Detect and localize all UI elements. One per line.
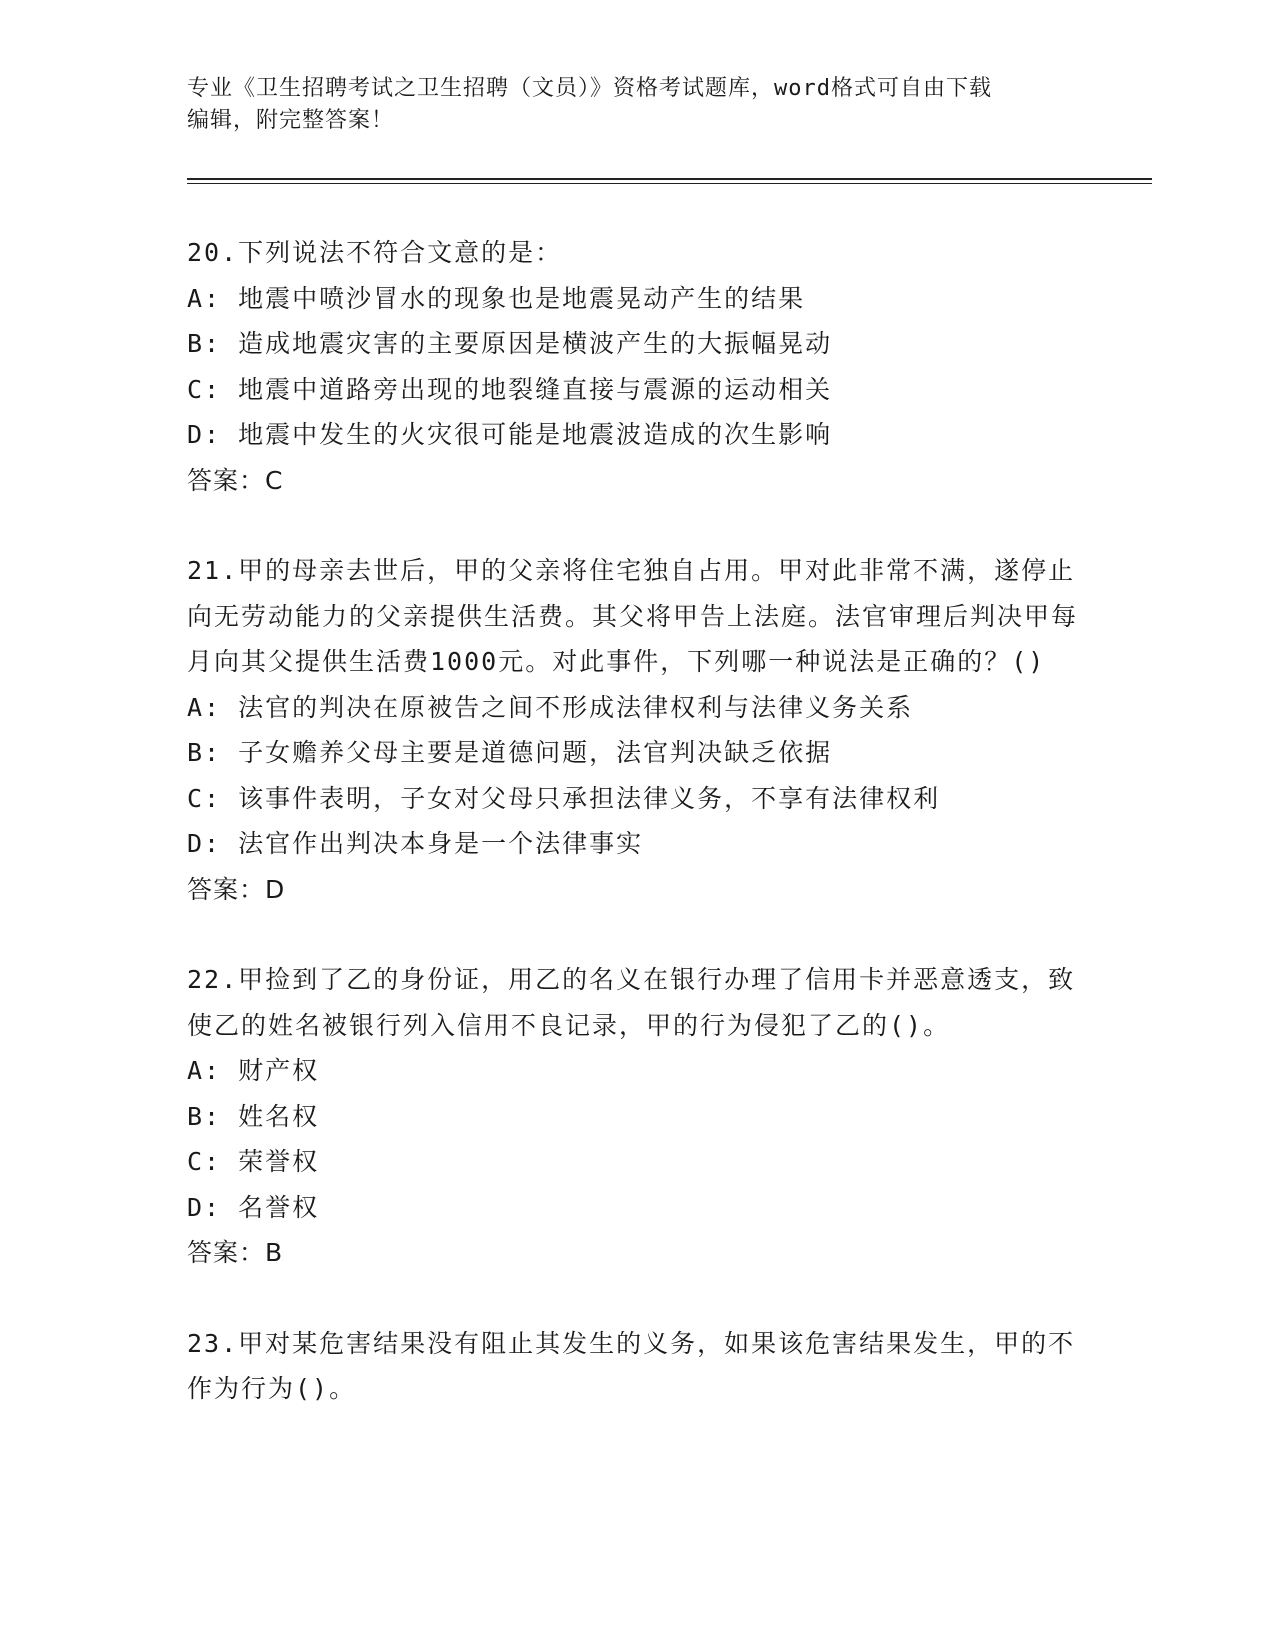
header-divider-thin <box>187 183 1152 184</box>
option-c: C: 荣誉权 <box>187 1147 320 1176</box>
option-b: B: 姓名权 <box>187 1101 320 1131</box>
option-c: C: 地震中道路旁出现的地裂缝直接与震源的运动相关 <box>187 374 833 404</box>
header-line-2: 编辑，附完整答案！ <box>187 108 395 133</box>
answer-line: 答案：B <box>187 1238 284 1267</box>
option-a: A: 财产权 <box>187 1056 320 1085</box>
option-b: B: 子女赡养父母主要是道德问题，法官判决缺乏依据 <box>187 738 833 767</box>
question-item <box>187 230 1087 503</box>
option-c: C: 该事件表明，子女对父母只承担法律义务，不享有法律权利 <box>187 783 941 813</box>
option-d: D: 名誉权 <box>187 1192 320 1222</box>
question-item <box>187 548 1087 912</box>
question-list <box>187 230 1087 1457</box>
question-stem: 22.甲捡到了乙的身份证，用乙的名义在银行办理了信用卡并恶意透支，致使乙的姓名被银行列入信用不良记录，甲的行为侵犯了乙的()。 <box>187 965 1076 1040</box>
document-header <box>187 73 1087 137</box>
question-stem: 20.下列说法不符合文意的是： <box>187 238 563 267</box>
answer-line: 答案：D <box>187 874 286 904</box>
option-b: B: 造成地震灾害的主要原因是横波产生的大振幅晃动 <box>187 329 833 358</box>
option-a: A: 法官的判决在原被告之间不形成法律权利与法律义务关系 <box>187 692 914 722</box>
question-item <box>187 1321 1087 1412</box>
answer-line: 答案：C <box>187 465 284 495</box>
option-a: A: 地震中喷沙冒水的现象也是地震晃动产生的结果 <box>187 283 806 313</box>
option-d: D: 法官作出判决本身是一个法律事实 <box>187 829 644 858</box>
question-stem: 23.甲对某危害结果没有阻止其发生的义务，如果该危害结果发生，甲的不作为行为()。 <box>187 1328 1076 1403</box>
question-item <box>187 957 1087 1276</box>
header-line-1: 专业《卫生招聘考试之卫生招聘（文员）》资格考试题库，word格式可自由下载 <box>187 76 992 101</box>
question-stem: 21.甲的母亲去世后，甲的父亲将住宅独自占用。甲对此非常不满，遂停止向无劳动能力的父亲提供生活费。其父将甲告上法庭。法官审理后判决甲每月向其父提供生活费1000元。对此事件，下列哪一种说法是正确的？() <box>187 556 1079 676</box>
option-d: D: 地震中发生的火灾很可能是地震波造成的次生影响 <box>187 420 833 449</box>
header-divider <box>187 178 1152 180</box>
